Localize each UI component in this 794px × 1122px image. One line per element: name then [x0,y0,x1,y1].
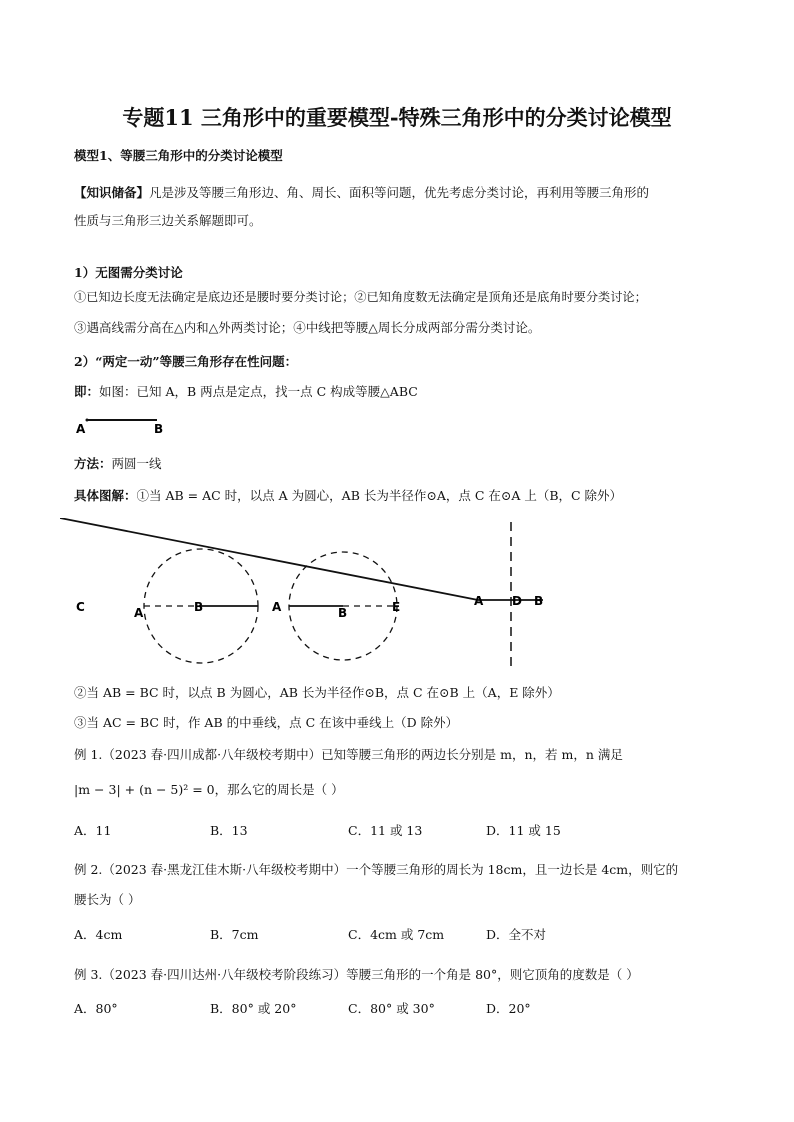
fig1-label-a: A [134,606,144,620]
ex1-option-a: A．11 [74,823,112,838]
model-heading: 模型1、等腰三角形中的分类讨论模型 [74,148,283,163]
ex3-option-a: A．80° [74,1001,118,1016]
fig2-label-e: E [392,600,401,614]
fig3-label-b: B [534,594,544,608]
label-b: B [154,422,164,436]
ex1-option-b: B．13 [210,823,248,838]
ex1-line2: |m − 3| + (n − 5)² = 0，那么它的周长是（ ） [74,782,344,797]
ex2-option-d: D．全不对 [486,927,547,942]
page-title: 专题11 三角形中的重要模型-特殊三角形中的分类讨论模型 [122,105,672,130]
ex3-option-b: B．80° 或 20° [210,1001,297,1016]
sec1-line2: ③遇高线需分高在△内和△外两类讨论；④中线把等腰△周长分成两部分需分类讨论。 [74,320,541,335]
ex2-line2: 腰长为（ ） [74,892,141,907]
knowledge-line1: 凡是涉及等腰三角形边、角、周长、面积等问题，优先考虑分类讨论，再利用等腰三角形的 [149,185,650,200]
ex2-option-b: B．7cm [210,927,259,942]
figure-perp-bisector [60,518,543,666]
ji-line [74,382,418,402]
knowledge-label: 【知识储备】 [74,185,150,200]
case3-line: ③当 AC = BC 时，作 AB 的中垂线，点 C 在该中垂线上（D 除外） [74,715,459,730]
point-a [86,419,89,422]
ex1-option-d: D．11 或 15 [486,823,561,838]
knowledge-line2: 性质与三角形三边关系解题即可。 [74,213,262,228]
case2-line: ②当 AB = BC 时，以点 B 为圆心，AB 长为半径作⊙B，点 C 在⊙B 上（A，E 除外） [74,685,560,700]
figure-circle-b [272,552,400,660]
ex3-option-c: C．80° 或 30° [348,1001,435,1016]
fig1-label-c: C [76,600,85,614]
ex1-option-c: C．11 或 13 [348,823,423,838]
label-a: A [76,422,86,436]
detail-label: 具体图解： [74,488,137,503]
sec2-heading: 2）“两定一动”等腰三角形存在性问题： [74,354,298,369]
ex1-line1: 例 1.（2023 春·四川成都·八年级校考期中）已知等腰三角形的两边长分别是 m，n，若 m，n 满足 [74,747,623,762]
segment-ab-figure [70,408,180,438]
fig3-label-d: D [512,594,522,608]
method-label: 方法： [74,456,112,471]
detail-line [74,486,622,506]
knowledge-block [74,183,734,231]
ex2-line1: 例 2.（2023 春·黑龙江佳木斯·八年级校考期中）一个等腰三角形的周长为 18cm，且一边长是 4cm，则它的 [74,862,679,877]
ex3-option-d: D．20° [486,1001,531,1016]
fig2-label-b: B [338,606,348,620]
construction-figures [60,518,580,668]
ji-label: 即： [74,384,100,399]
detail-text: ①当 AB = AC 时，以点 A 为圆心，AB 长为半径作⊙A，点 C 在⊙A 上（B，C 除外） [136,488,623,503]
ji-text: 如图：已知 A，B 两点是定点，找一点 C 构成等腰△ABC [99,384,418,399]
fig2-label-a: A [272,600,282,614]
fig3-label-a: A [474,594,484,608]
ex2-option-c: C．4cm 或 7cm [348,927,445,942]
figure-circle-a [76,549,258,663]
ex2-option-a: A．4cm [74,927,123,942]
method-text: 两圆一线 [111,456,162,471]
sec1-line1: ①已知边长度无法确定是底边还是腰时要分类讨论；②已知角度数无法确定是顶角还是底角时要分类讨论； [74,290,647,304]
fig1-label-b: B [194,600,204,614]
sec1-heading: 1）无图需分类讨论 [74,265,183,280]
ex3-line1: 例 3.（2023 春·四川达州·八年级校考阶段练习）等腰三角形的一个角是 80°，则它顶角的度数是（ ） [74,967,639,982]
method-line [74,454,162,474]
